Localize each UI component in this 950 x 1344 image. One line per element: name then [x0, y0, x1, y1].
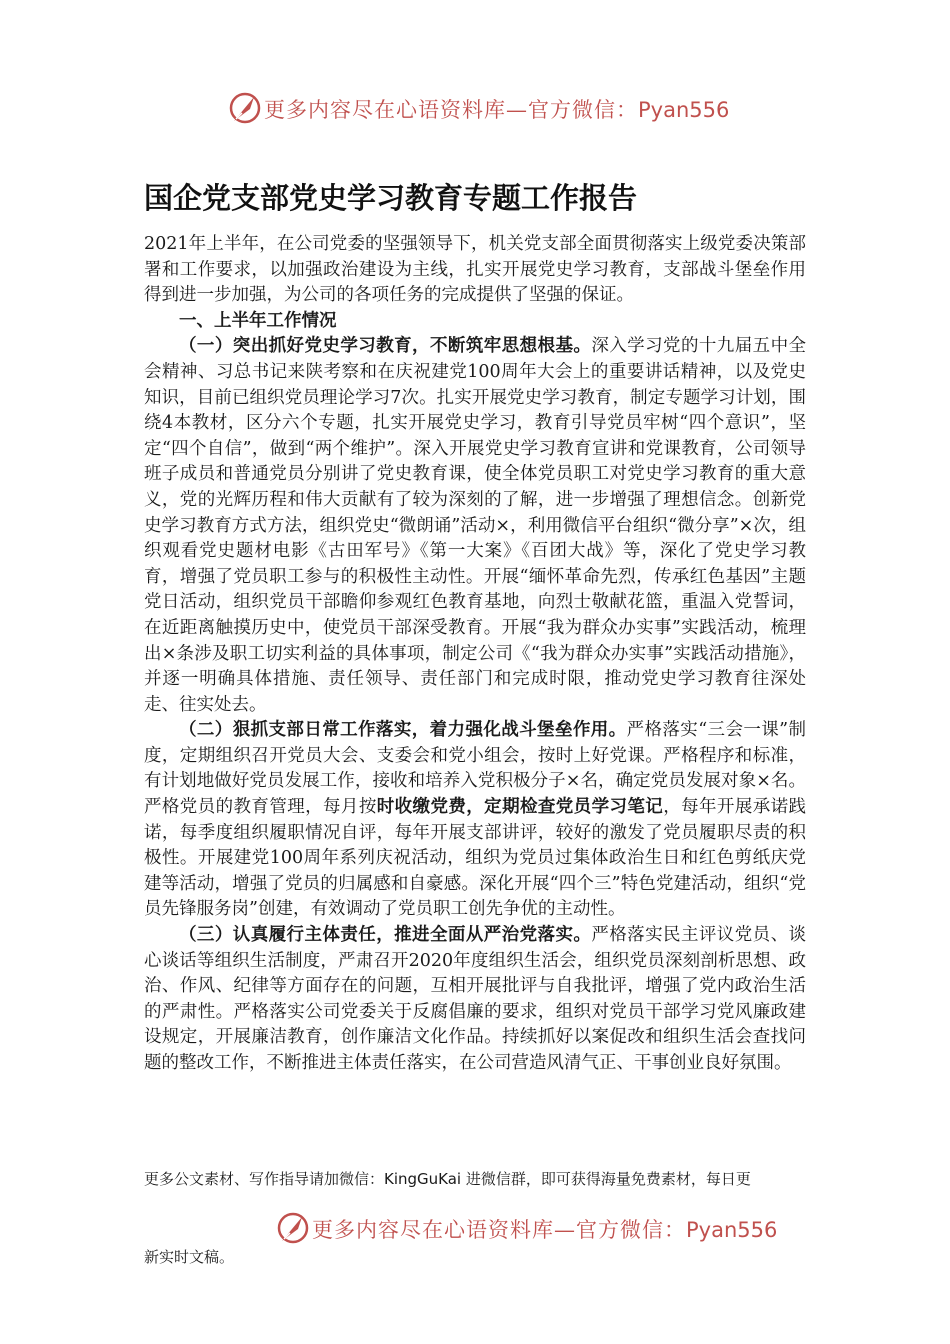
paragraph-2-lead: （二）狠抓支部日常工作落实，着力强化战斗堡垒作用。 [179, 720, 627, 741]
paragraph-2: （二）狠抓支部日常工作落实，着力强化战斗堡垒作用。严格落实“三会一课”制度，定期组织召开党员大会、支委会和党小组会，按时上好党课。严格程序和标准，有计划地做好党员发展工作，接收和培养入党积极分子×名，确定党员发展对象×名。严格党员的教育管理，每月按时收缴党费，定期检查党员学习笔记，每年开展承诺践诺，每季度组织履职情况自评，每年开展支部讲评，较好的激发了党员履职尽责的积极性。开展建党100周年系列庆祝活动，组织为党员过集体政治生日和红色剪纸庆党建等活动，增强了党员的归属感和自豪感。深化开展“四个三”特色党建活动，组织“党员先锋服务岗”创建，有效调动了党员职工创先争优的主动性。 [144, 720, 807, 920]
footer-note: 更多公文素材、写作指导请加微信：KingGuKai 进微信群，即可获得海量免费素材，每日更 [144, 1170, 751, 1188]
header-banner [0, 88, 950, 128]
banner-text: 更多内容尽在心语资料库—官方微信：Pyan556 [264, 98, 730, 122]
document-body [144, 232, 806, 1077]
section-heading: 一、上半年工作情况 [179, 310, 337, 331]
intro-paragraph: 2021年上半年，在公司党委的坚强领导下，机关党支部全面贯彻落实上级党委决策部署和工作要求，以加强政治建设为主线，扎实开展党史学习教育，支部战斗堡垒作用得到进一步加强，为公司的各项任务的完成提供了坚强的保证。 [144, 234, 806, 306]
footer-note-continued: 新实时文稿。 [144, 1248, 235, 1266]
quill-logo-icon [228, 91, 262, 125]
banner-text: 更多内容尽在心语资料库—官方微信：Pyan556 [312, 1218, 778, 1242]
paragraph-1-lead: （一）突出抓好党史学习教育，不断筑牢思想根基。 [179, 336, 592, 357]
document-title: 国企党支部党史学习教育专题工作报告 [144, 181, 638, 215]
paragraph-1: （一）突出抓好党史学习教育，不断筑牢思想根基。深入学习党的十九届五中全会精神、习总书记来陕考察和在庆祝建党100周年大会上的重要讲话精神，以及党史知识，目前已组织党员理论学习7次。扎实开展党史学习教育，制定专题学习计划，围绕4本教材，区分六个专题，扎实开展党史学习，教育引导党员牢树“四个意识”，坚定“四个自信”，做到“两个维护”。深入开展党史学习教育宣讲和党课教育，公司领导班子成员和普通党员分别讲了党史教育课，使全体党员职工对党史学习教育的重大意义，党的光辉历程和伟大贡献有了较为深刻的了解，进一步增强了理想信念。创新党史学习教育方式方法，组织党史“微朗诵”活动×，利用微信平台组织“微分享”×次，组织观看党史题材电影《古田军号》《第一大案》《百团大战》等，深化了党史学习教育，增强了党员职工参与的积极性主动性。开展“缅怀革命先烈，传承红色基因”主题党日活动，组织党员干部瞻仰参观红色教育基地，向烈士敬献花篮，重温入党誓词，在近距离触摸历史中，使党员干部深受教育。开展“我为群众办实事”实践活动，梳理出×条涉及职工切实利益的具体事项，制定公司《“我为群众办实事”实践活动措施》，并逐一明确具体措施、责任领导、责任部门和完成时限，推动党史学习教育往深处走、往实处去。 [144, 336, 807, 715]
paragraph-3-lead: （三）认真履行主体责任，推进全面从严治党落实。 [179, 925, 592, 946]
quill-logo-icon [276, 1211, 310, 1245]
paragraph-3: （三）认真履行主体责任，推进全面从严治党落实。严格落实民主评议党员、谈心谈话等组织生活制度，严肃召开2020年度组织生活会，组织党员深刻剖析思想、政治、作风、纪律等方面存在的问题，互相开展批评与自我批评，增强了党内政治生活的严肃性。严格落实公司党委关于反腐倡廉的要求，组织对党员干部学习党风廉政建设规定，开展廉洁教育，创作廉洁文化作品。持续抓好以案促改和组织生活会查找问题的整改工作，不断推进主体责任落实，在公司营造风清气正、干事创业良好氛围。 [144, 925, 807, 1073]
footer-banner [0, 1208, 950, 1248]
